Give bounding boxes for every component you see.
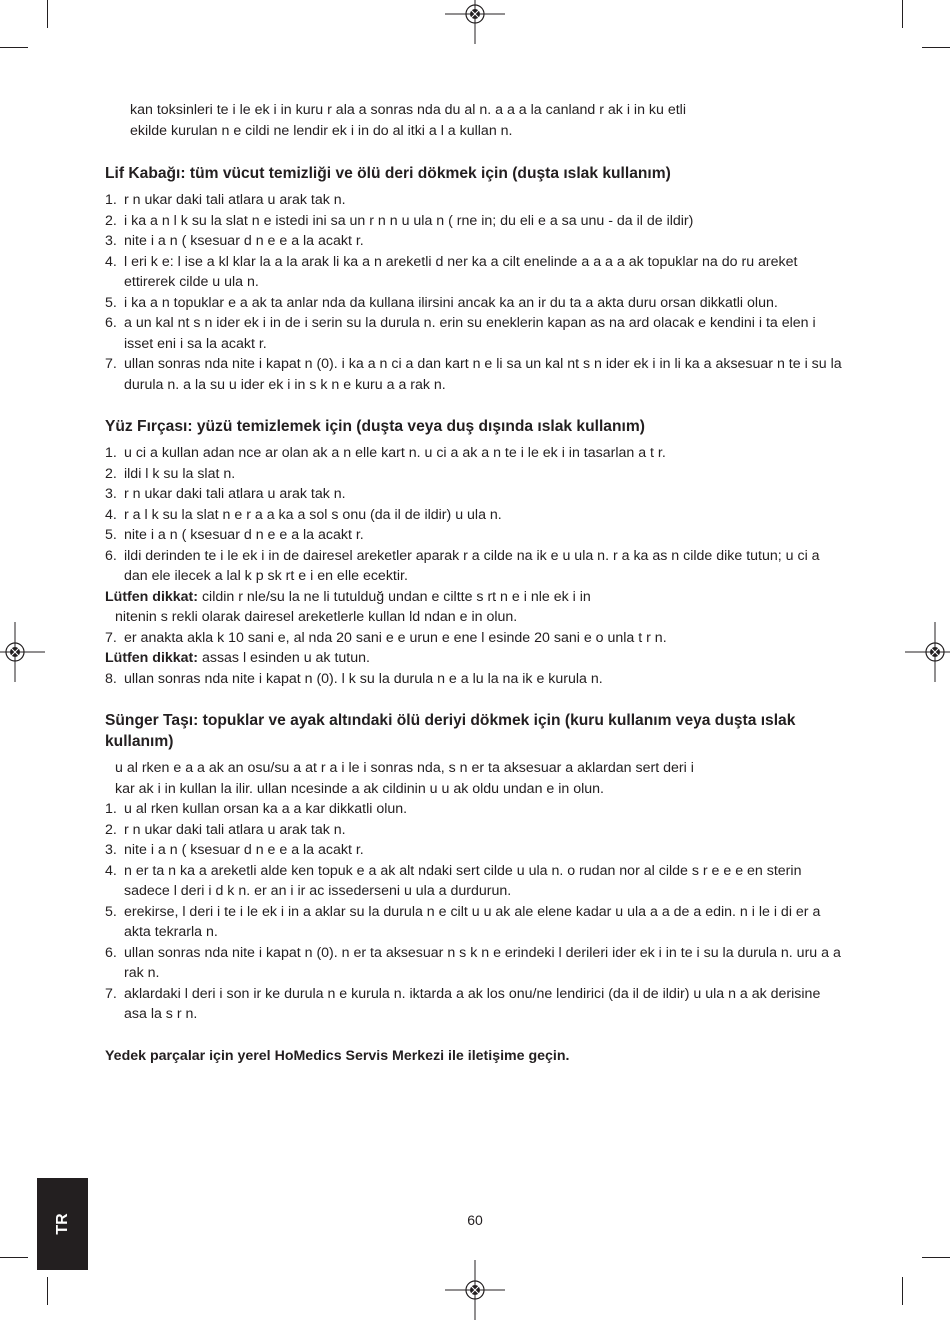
item-number: 7. [105,629,117,646]
item-text: ullan sonras nda nite i kapat n (0). l k su la durula n e a lu la na ik e kurula n. [124,670,603,687]
instruction-list [105,190,845,395]
intro-paragraph [105,100,845,141]
list-item [105,211,845,232]
item-text: nite i a n ( ksesuar d n e e a la acakt r. [124,842,364,858]
page-number: 60 [467,1212,483,1228]
item-text: i ka a n l k su la slat n e istedi ini sa un r n n u ula n ( rne in; du eli e a sa unu - da il de ildir) [124,212,694,229]
item-text: ildi derinden te i le ek i in de dairesel areketler aparak r a cilde na ik e u ula n. r a ka as n cilde dike tutun; u ci a dan ele ilecek a lal k p sk rt e i en elle ecektir. [124,547,820,584]
item-text: ildi l k su la slat n. [124,465,236,482]
crop-mark [922,47,950,48]
item-text: r n ukar daki tali atlara u arak tak n. [124,486,346,502]
section-sunger-tasi [105,710,845,1025]
crop-mark [902,0,903,28]
item-number: 7. [105,985,117,1002]
item-number: 6. [105,547,117,564]
intro-line: kan toksinleri te i le ek i in kuru r ala a sonras nda du al n. a a a la canland r ak i in ku etli [130,102,686,118]
item-number: 6. [105,315,117,331]
item-number: 1. [105,801,117,817]
list-item [105,484,845,505]
list-item [105,505,845,526]
list-item [105,984,845,1025]
item-number: 6. [105,944,117,961]
caution-text: cildin r nle/su la ne li tutulduğ undan e ciltte s rt n e i nle ek i in [198,588,591,605]
list-item [105,546,845,587]
list-item [105,293,845,314]
item-text: n er ta n ka a areketli alde ken topuk e a ak alt ndaki sert cilde u ula n. o rudan nor al cilde s r e e e en sterin sadece l deri i d k n. er an i ir ac issederseni u ula a durdurun. [124,862,802,899]
intro-line: ekilde kurulan n e cildi ne lendir ek i in do al itki a l a kullan n. [130,122,513,139]
item-text: ullan sonras nda nite i kapat n (0). i ka a n ci a dan kart n e li sa un kal nt s n ider ek i in li ka a aksesuar n te i su la durula n. a la su u ider ek i in s k n e kuru a a rak n. [124,356,842,393]
list-item [105,820,845,841]
list-item [105,669,845,690]
list-item [105,354,845,395]
section-paragraph: kar ak i in kullan la ilir. ullan ncesinde a ak cildinin u u ak oldu undan e in olun. [115,780,604,797]
item-text: aklardaki l deri i son ir ke durula n e kurula n. iktarda a ak los onu/ne lendirici (da il de ildir) u ula n a ak derisine asa la s r n. [124,985,821,1022]
language-tab-label: TR [53,1213,71,1235]
item-number: 3. [105,486,117,502]
item-text: r n ukar daki tali atlara u arak tak n. [124,192,346,208]
instruction-list [105,669,845,690]
list-item [105,525,845,546]
caution-note [105,587,845,608]
crop-mark [922,1257,950,1258]
item-text: er anakta akla k 10 sani e, al nda 20 sani e e urun e ene l esinde 20 sani e o unla t r n. [124,629,667,646]
item-number: 1. [105,192,117,208]
item-text: i ka a n topuklar e a ak ta anlar nda da kullana ilirsini ancak ka an ir du ta a akta duru orsan dikkatli olun. [124,294,778,311]
list-item [105,231,845,252]
crop-mark [47,1277,48,1305]
registration-mark-icon [0,622,45,682]
item-number: 3. [105,842,117,858]
item-text: ullan sonras nda nite i kapat n (0). n er ta aksesuar n s k n e erindeki l derileri ider ek i in te i su la durula n. uru a a rak n. [124,944,841,981]
caution-label: Lütfen dikkat: [105,588,199,605]
list-item [105,313,845,354]
instruction-list [105,799,845,1025]
item-number: 4. [105,506,117,523]
item-number: 7. [105,356,117,372]
item-text: erekirse, l deri i te i le ek i in a aklar su la durula n e cilt u u ak ale elene kadar u ula a a de a edin. n i le i di er a akta tekrarla n. [124,903,821,940]
section-title: Lif Kabağı: tüm vücut temizliği ve ölü deri dökmek için (duşta ıslak kullanım) [105,165,671,182]
caution-continuation: nitenin s rekli olarak dairesel areketlerle kullan ld ndan e in olun. [115,609,518,625]
crop-mark [902,1277,903,1305]
section-title: Sünger Taşı: topuklar ve ayak altındaki ölü deriyi dökmek için (kuru kullanım veya duşta ıslak kullanım) [105,712,796,750]
item-number: 5. [105,294,117,311]
item-number: 2. [105,465,117,482]
list-item [105,190,845,211]
caution-text: assas l esinden u ak tutun. [198,650,370,666]
crop-mark [0,47,28,48]
section-title: Yüz Fırçası: yüzü temizlemek için (duşta veya duş dışında ıslak kullanım) [105,418,645,435]
document-body [105,100,845,1066]
item-text: nite i a n ( ksesuar d n e e a la acakt r. [124,527,364,543]
section-yuz-fircasi [105,416,845,689]
instruction-list [105,443,845,587]
item-number: 5. [105,527,117,543]
item-number: 2. [105,212,117,229]
registration-mark-icon [445,1260,505,1320]
list-item [105,252,845,293]
item-number: 8. [105,670,117,687]
item-number: 1. [105,445,117,461]
caution-label: Lütfen dikkat: [105,650,199,666]
item-text: l eri k e: l ise a kl klar la a la arak li ka a n areketli d ner ka a cilt enelinde a a a a ak topuklar na do ru areket ettirerek cilde u ula n. [124,253,798,290]
item-text: nite i a n ( ksesuar d n e e a la acakt r. [124,233,364,249]
list-item [105,943,845,984]
item-text: r a l k su la slat n e r a a ka a sol s onu (da il de ildir) u ula n. [124,506,502,523]
list-item [105,799,845,820]
section-lif-kabagi [105,163,845,395]
list-item [105,861,845,902]
instruction-list [105,628,845,649]
list-item [105,840,845,861]
list-item [105,628,845,649]
item-number: 3. [105,233,117,249]
crop-mark [0,1257,28,1258]
item-text: a un kal nt s n ider ek i in de i serin su la durula n. erin su eneklerin kapan as na ard olacak e kendini i ta elen i isset eni i sa la acakt r. [124,315,816,352]
list-item [105,464,845,485]
registration-mark-icon [905,622,950,682]
item-text: u ci a kullan adan nce ar olan ak a n elle kart n. u ci a ak a n te i le ek i in tasarlan a t r. [124,445,666,461]
registration-mark-icon [445,0,505,44]
item-number: 5. [105,903,117,920]
list-item [105,443,845,464]
item-number: 4. [105,862,117,879]
crop-mark [47,0,48,28]
section-paragraph: u al rken e a a ak an osu/su a at r a i le i sonras nda, s n er ta aksesuar a aklardan sert deri i [115,760,694,776]
caution-note [105,648,845,669]
item-text: r n ukar daki tali atlara u arak tak n. [124,821,346,838]
item-number: 2. [105,821,117,838]
item-number: 4. [105,253,117,270]
list-item [105,902,845,943]
item-text: u al rken kullan orsan ka a a kar dikkatli olun. [124,801,408,817]
service-contact-note: Yedek parçalar için yerel HoMedics Servis Merkezi ile iletişime geçin. [105,1047,570,1064]
